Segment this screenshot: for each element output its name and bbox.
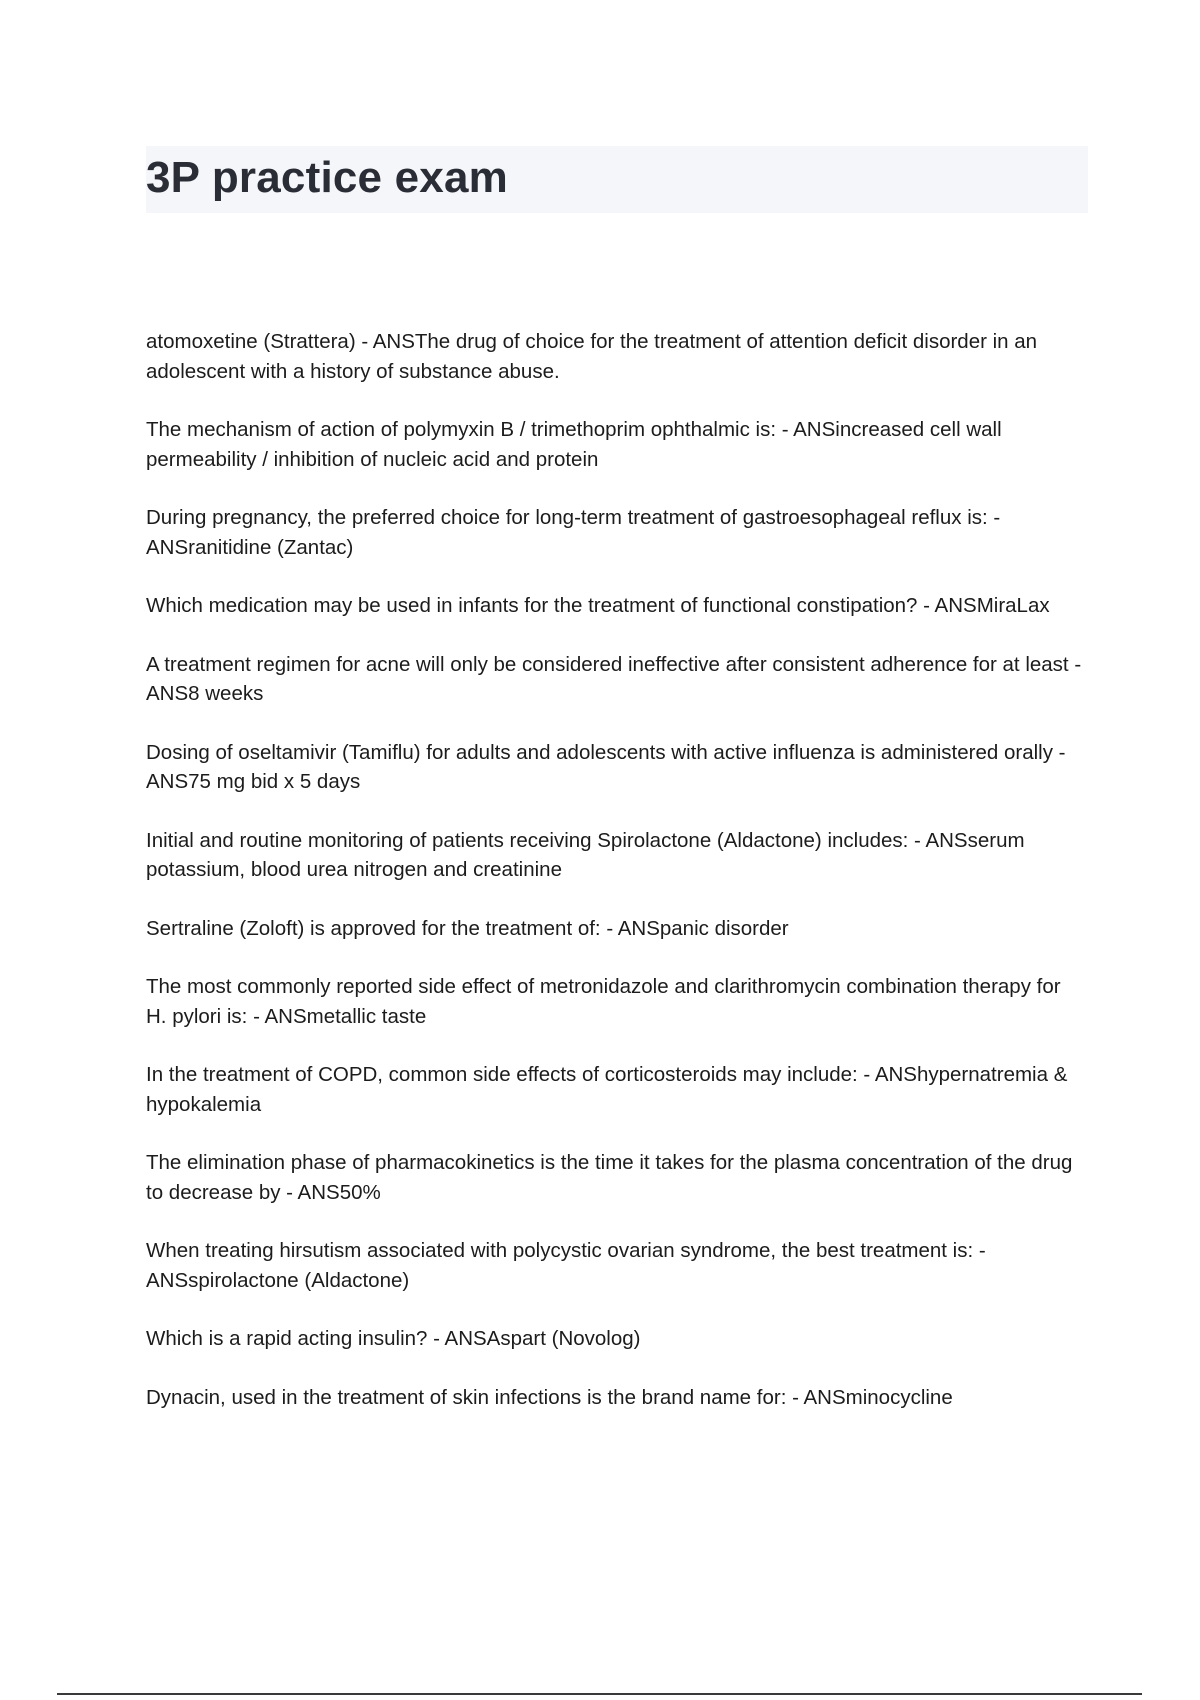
qa-item: In the treatment of COPD, common side effects of corticosteroids may include: - ANShypernatremia & hypokalemia <box>146 1063 1068 1116</box>
qa-item: Which medication may be used in infants for the treatment of functional constipation? - ANSMiraLax <box>146 594 1050 617</box>
qa-item: When treating hirsutism associated with polycystic ovarian syndrome, the best treatment is: - ANSspirolactone (Aldactone) <box>146 1239 986 1292</box>
qa-item: Dynacin, used in the treatment of skin infections is the brand name for: - ANSminocycline <box>146 1385 953 1409</box>
qa-item: During pregnancy, the preferred choice for long-term treatment of gastroesophageal reflux is: - ANSranitidine (Zantac) <box>146 506 1001 559</box>
qa-item: Which is a rapid acting insulin? - ANSAspart (Novolog) <box>146 1327 641 1350</box>
footer-divider <box>57 1693 1142 1695</box>
page-title: 3P practice exam <box>146 153 508 202</box>
qa-item: The mechanism of action of polymyxin B / trimethoprim ophthalmic is: - ANSincreased cell wall permeability / inhibition of nucleic acid and protein <box>146 418 1002 471</box>
qa-item: The most commonly reported side effect of metronidazole and clarithromycin combination therapy for H. pylori is: - ANSmetallic taste <box>146 975 1061 1028</box>
qa-item: Dosing of oseltamivir (Tamiflu) for adults and adolescents with active influenza is administered orally - ANS75 mg bid x 5 days <box>146 740 1066 793</box>
qa-item: A treatment regimen for acne will only be considered ineffective after consistent adherence for at least - ANS8 weeks <box>146 652 1082 705</box>
qa-list <box>146 327 1086 1441</box>
qa-item: Initial and routine monitoring of patients receiving Spirolactone (Aldactone) includes: - ANSserum potassium, blood urea nitrogen and creatinine <box>146 828 1025 881</box>
qa-item: The elimination phase of pharmacokinetics is the time it takes for the plasma concentration of the drug to decrease by - ANS50% <box>146 1151 1073 1204</box>
qa-item: atomoxetine (Strattera) - ANSThe drug of choice for the treatment of attention deficit disorder in an adolescent with a history of substance abuse. <box>146 330 1038 383</box>
qa-item: Sertraline (Zoloft) is approved for the treatment of: - ANSpanic disorder <box>146 916 789 940</box>
